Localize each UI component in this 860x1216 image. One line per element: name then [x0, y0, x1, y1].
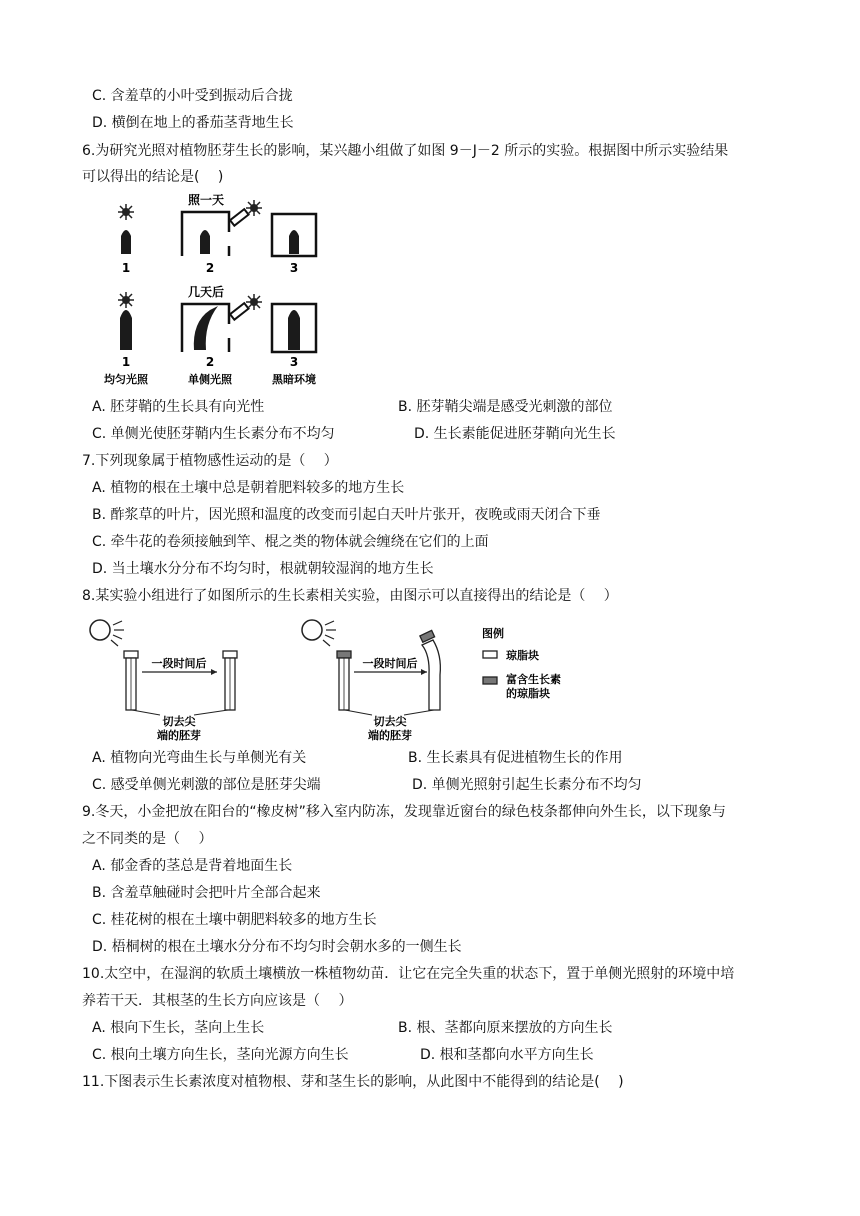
fig8-left-agar-block-2: [223, 651, 237, 658]
fig6-bottom-seedling-2-bent: [194, 306, 218, 350]
q7-stem: 7.下列现象属于植物感性运动的是（ ）: [82, 453, 338, 469]
q6-option-c: C. 单侧光使胚芽鞘内生长素分布不均匀: [92, 426, 335, 442]
fig6-bottom-seedling-3: [288, 310, 300, 350]
fig6-top-lamp: [230, 200, 262, 226]
q9-stem-line1: 9.冬天，小金把放在阳台的“橡皮树”移入室内防冻，发现靠近窗台的绿色枝条都伸向外生长，以下现象与: [82, 804, 726, 820]
fig6-top-label: 照一天: [187, 193, 225, 207]
q9-option-b: B. 含羞草触碰时会把叶片全部合起来: [92, 885, 321, 901]
fig8-legend-plain-swatch: [483, 651, 497, 658]
fig8-left-caption-2: 端的胚芽: [157, 729, 201, 742]
fig8-auxin-diagram: [82, 615, 612, 745]
fig6-top-number-3: 3: [289, 261, 299, 275]
q7-option-b: B. 酢浆草的叶片，因光照和温度的改变而引起白天叶片张开，夜晚或雨天闭合下垂: [92, 507, 601, 523]
fig6-caption-3: 黑暗环境: [272, 373, 316, 386]
fig8-legend-auxin-label-1: 富含生长素: [506, 673, 561, 686]
fig8-legend-plain-label: 琼脂块: [506, 649, 539, 662]
q10-stem-line2: 养若干天．其根茎的生长方向应该是（ ）: [82, 993, 353, 1009]
q10-option-c: C. 根向土壤方向生长，茎向光源方向生长: [92, 1047, 349, 1063]
q8-option-a: A. 植物向光弯曲生长与单侧光有关: [92, 750, 307, 766]
q11-stem: 11.下图表示生长素浓度对植物根、芽和茎生长的影响，从此图中不能得到的结论是( ): [82, 1074, 624, 1090]
q10-option-d: D. 根和茎都向水平方向生长: [420, 1047, 594, 1063]
q6-option-a: A. 胚芽鞘的生长具有向光性: [92, 399, 265, 415]
fig8-left-agar-block-1: [124, 651, 138, 658]
fig6-bottom-seedling-1: [120, 310, 132, 350]
q10-stem-line1: 10.太空中，在湿润的软质土壤横放一株植物幼苗．让它在完全失重的状态下，置于单侧光照射的环境中培: [82, 966, 735, 982]
fig8-right-caption-2: 端的胚芽: [368, 729, 412, 742]
q9-option-d: D. 梧桐树的根在土壤水分分布不均匀时会朝水多的一侧生长: [92, 939, 462, 955]
fig6-top-number-2: 2: [205, 261, 215, 275]
fig8-right-wait-label: 一段时间后: [362, 657, 418, 670]
fig8-right-auxin-block-1: [337, 651, 351, 658]
q10-option-a: A. 根向下生长，茎向上生长: [92, 1020, 265, 1036]
fig6-top-sun-1: [118, 204, 134, 220]
q6-stem-line2: 可以得出的结论是( ): [82, 169, 224, 185]
q8-option-d: D. 单侧光照射引起生长素分布不均匀: [412, 777, 642, 793]
fig6-top-seedling-3: [289, 230, 299, 254]
fig8-legend-title: 图例: [482, 627, 504, 640]
fig6-bottom-sun-1: [118, 292, 134, 308]
fig6-top-seedling-2: [200, 230, 210, 254]
q7-option-c: C. 牵牛花的卷须接触到竿、棍之类的物体就会缠绕在它们的上面: [92, 534, 489, 550]
fig8-left-wait-label: 一段时间后: [151, 657, 207, 670]
fig6-bottom-number-3: 3: [289, 355, 299, 369]
q9-option-a: A. 郁金香的茎总是背着地面生长: [92, 858, 293, 874]
fig8-left-sun: [90, 620, 124, 646]
q5-option-c: C. 含羞草的小叶受到振动后合拢: [92, 88, 293, 104]
q8-option-c: C. 感受单侧光刺激的部位是胚芽尖端: [92, 777, 321, 793]
fig8-right-caption-1: 切去尖: [373, 715, 407, 728]
q6-stem-line1: 6.为研究光照对植物胚芽生长的影响，某兴趣小组做了如图 9－J－2 所示的实验。根据图中所示实验结果: [82, 143, 729, 159]
fig6-bottom-number-2: 2: [205, 355, 215, 369]
q6-option-d: D. 生长素能促进胚芽鞘向光生长: [414, 426, 616, 442]
fig8-right-sun: [302, 620, 336, 646]
q8-option-b: B. 生长素具有促进植物生长的作用: [408, 750, 623, 766]
q5-option-d: D. 横倒在地上的番茄茎背地生长: [92, 115, 294, 131]
fig6-caption-2: 单侧光照: [188, 373, 232, 386]
fig6-coleoptile-diagram: [88, 190, 348, 395]
fig6-top-seedling-1: [121, 230, 131, 254]
fig6-bottom-lamp: [230, 294, 262, 320]
q6-option-b: B. 胚芽鞘尖端是感受光刺激的部位: [398, 399, 613, 415]
fig8-left-caption-1: 切去尖: [162, 715, 196, 728]
q7-option-d: D. 当土壤水分分布不均匀时，根就朝较湿润的地方生长: [92, 561, 434, 577]
q8-stem: 8.某实验小组进行了如图所示的生长素相关实验，由图示可以直接得出的结论是（ ）: [82, 588, 618, 604]
q7-option-a: A. 植物的根在土壤中总是朝着肥料较多的地方生长: [92, 480, 405, 496]
fig6-top-number-1: 1: [121, 261, 131, 275]
fig8-legend-auxin-label-2: 的琼脂块: [506, 687, 550, 700]
q10-option-b: B. 根、茎都向原来摆放的方向生长: [398, 1020, 613, 1036]
q9-option-c: C. 桂花树的根在土壤中朝肥料较多的地方生长: [92, 912, 377, 928]
fig8-legend-auxin-swatch: [483, 677, 497, 684]
fig6-bottom-label: 几天后: [187, 285, 225, 299]
q9-stem-line2: 之不同类的是（ ）: [82, 831, 213, 847]
fig8-right-seedling-2-bent: [422, 640, 440, 710]
fig6-bottom-number-1: 1: [121, 355, 131, 369]
fig6-caption-1: 均匀光照: [104, 373, 148, 386]
